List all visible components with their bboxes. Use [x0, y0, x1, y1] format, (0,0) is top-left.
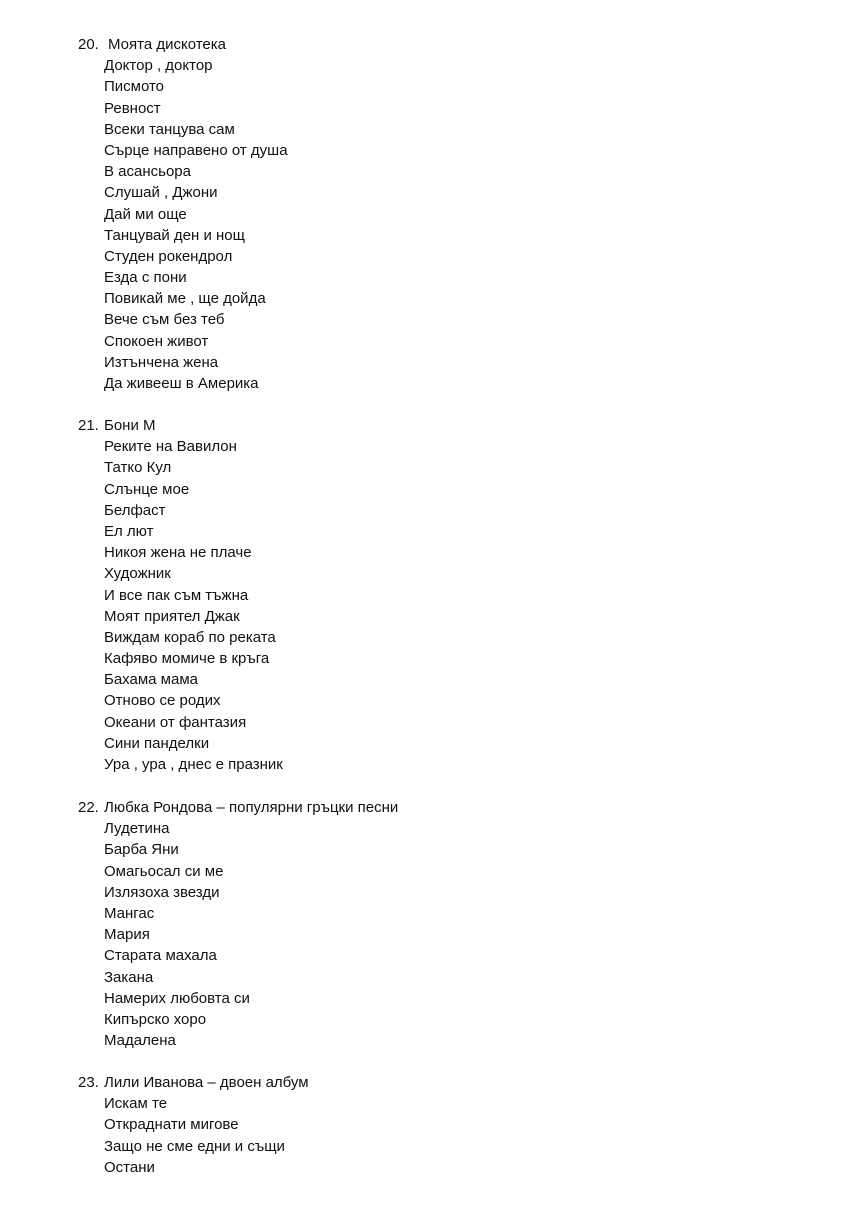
song-item: Омагьосал си ме: [104, 862, 224, 880]
song-item: Изтънчена жена: [104, 353, 219, 371]
song-item: Вече съм без теб: [104, 311, 225, 329]
album-section: [0, 1072, 860, 1178]
song-item: Сърце направено от душа: [104, 141, 288, 159]
song-item: Закана: [104, 968, 154, 986]
song-item: Танцувай ден и нощ: [104, 226, 245, 244]
song-item: Ревност: [104, 99, 161, 117]
song-item: Барба Яни: [104, 841, 179, 859]
song-item: Белфаст: [104, 501, 166, 519]
song-item: Художник: [104, 565, 171, 583]
album-heading: [0, 797, 860, 818]
song-item: Слънце мое: [104, 480, 190, 498]
song-item: Езда с пони: [104, 269, 187, 287]
album-title: Бони М: [104, 417, 156, 434]
song-item: В асансьора: [104, 163, 191, 181]
song-item: Моят приятел Джак: [104, 607, 240, 625]
song-item: Лудетина: [104, 820, 170, 838]
song-item: Ура , ура , днес е празник: [104, 756, 283, 773]
song-item: Да живееш в Америка: [104, 375, 259, 392]
song-item: Мадалена: [104, 1032, 176, 1050]
song-item: Кафяво момиче в кръга: [104, 650, 270, 668]
song-item: Отново се родих: [104, 692, 221, 710]
song-item: Спокоен живот: [104, 332, 209, 350]
album-number: 22.: [78, 799, 99, 816]
song-item: Ел лют: [104, 522, 154, 540]
song-item: Никоя жена не плаче: [104, 544, 252, 562]
album-section: [0, 415, 860, 775]
song-item: Искам те: [104, 1095, 168, 1113]
song-item: Мария: [104, 926, 150, 944]
song-item: Защо не сме едни и същи: [104, 1137, 285, 1155]
song-item: Океани от фантазия: [104, 713, 247, 731]
song-item: Студен рокендрол: [104, 247, 233, 265]
song-item: Слушай , Джони: [104, 184, 218, 202]
song-item: Сини панделки: [104, 734, 210, 752]
album-heading: [0, 1072, 860, 1093]
song-item: Излязоха звезди: [104, 883, 220, 901]
song-item: Остани: [104, 1158, 155, 1176]
album-title: Лили Иванова – двоен албум: [104, 1074, 309, 1091]
song-item: Мангас: [104, 904, 155, 922]
song-item: Бахама мама: [104, 671, 198, 689]
song-item: Старата махала: [104, 947, 217, 965]
album-heading: [0, 415, 860, 436]
album-title: Моята дискотека: [108, 36, 226, 53]
song-item: Виждам кораб по реката: [104, 628, 276, 646]
album-number: 21.: [78, 417, 99, 434]
song-item: Откраднати мигове: [104, 1116, 239, 1134]
song-item: Татко Кул: [104, 459, 172, 477]
album-number: 23.: [78, 1074, 99, 1091]
song-item: Писмото: [104, 78, 165, 96]
album-section: [0, 797, 860, 1051]
song-item: Доктор , доктор: [104, 57, 213, 75]
song-item: Дай ми още: [104, 205, 187, 223]
song-item: И все пак съм тъжна: [104, 586, 249, 604]
album-heading: [0, 34, 860, 55]
song-item: Повикай ме , ще дойда: [104, 290, 266, 308]
song-item: Всеки танцува сам: [104, 120, 235, 138]
song-item: Намерих любовта си: [104, 989, 250, 1007]
album-number: 20.: [78, 36, 99, 53]
album-title: Любка Рондова – популярни гръцки песни: [104, 799, 399, 816]
album-section: [0, 34, 860, 394]
song-item: Кипърско хоро: [104, 1010, 207, 1028]
song-item: Реките на Вавилон: [104, 438, 237, 456]
